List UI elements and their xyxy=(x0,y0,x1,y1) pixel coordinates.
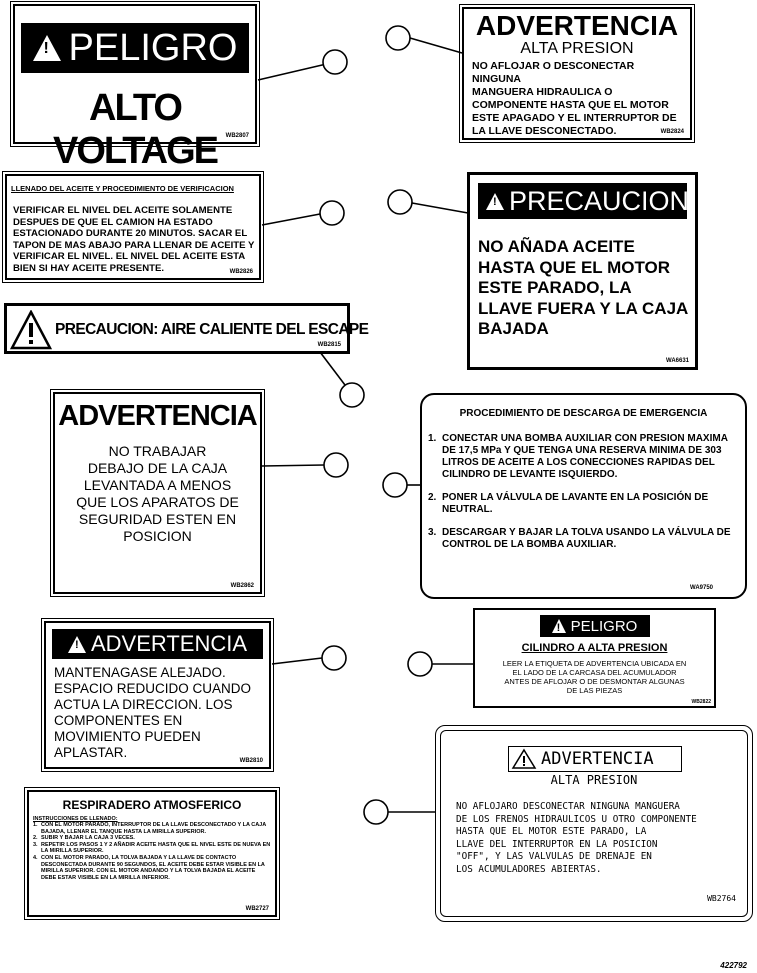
body xyxy=(470,219,695,340)
body-line: LEVANTADA A MENOS xyxy=(83,477,232,493)
step-text: CON EL MOTOR PARADO, INTERRUPTOR DE LA LLAVE DESCONECTADO Y LA CAJA BAJADA, LLENAR EL TANQUE HASTA LA MIRILLA SUPERIOR. xyxy=(41,822,267,835)
body-line: LEER LA ETIQUETA DE ADVERTENCIA UBICADA EN xyxy=(502,659,687,668)
step-number: 3. xyxy=(33,841,38,848)
body-line: TAPON DE MAS ABAJO PARA LLENAR DE ACEITE Y xyxy=(13,239,255,251)
body-line: MOVIMIENTO PUEDEN xyxy=(54,729,201,744)
decal-peligro-alto-voltage xyxy=(13,4,257,172)
body xyxy=(7,193,259,274)
header-text: ADVERTENCIA xyxy=(90,631,248,656)
header-text: PRECAUCION xyxy=(509,185,690,216)
decal-advertencia-alta-presion xyxy=(462,7,692,140)
step-text: REPETIR LOS PASOS 1 Y 2 AÑADIR ACEITE HASTA QUE EL NIVEL ESTE DE NUEVA EN LA MIRILLA SUPERIOR. xyxy=(41,841,271,855)
body xyxy=(55,433,260,545)
decal-llenado-aceite xyxy=(5,174,261,280)
body-line: APLASTAR. xyxy=(54,745,128,760)
step-number: 2. xyxy=(428,492,437,503)
header-bar xyxy=(21,23,249,73)
step-number: 4. xyxy=(33,854,38,861)
steps-list xyxy=(29,822,275,881)
part-code: WB2727 xyxy=(245,906,269,912)
body-line: DEBAJO DE LA CAJA xyxy=(87,460,228,476)
part-code: WB2810 xyxy=(239,758,263,764)
header-bar xyxy=(540,615,650,637)
body-line: ESTE APAGADO Y EL INTERRUPTOR DE xyxy=(472,112,677,124)
part-code: WB2822 xyxy=(691,699,711,705)
body-line: NO AFLOJAR O DESCONECTAR NINGUNA xyxy=(472,60,635,85)
step xyxy=(33,835,271,842)
step-text: CON EL MOTOR PARADO, LA TOLVA BAJADA Y LA LLAVE DE CONTACTO DESCONECTADA DURANTE 90 SEGUNDOS, EL ACEITE DEBE ESTAR VISIBLE EN LA MIRILLA SUPERIOR. CON EL MOTOR ANDANDO Y LA TOLVA BAJADA EL ACEITE DEBE ESTAR VISIBLE EN LA MIRILLA INFERIOR. xyxy=(41,854,265,881)
body-line: POSICION xyxy=(123,528,192,544)
steps-list xyxy=(422,419,745,551)
warning-triangle-icon xyxy=(10,310,52,350)
header-text: PROCEDIMIENTO DE DESCARGA DE EMERGENCIA xyxy=(459,408,708,419)
decal-advertencia-caja xyxy=(53,392,262,594)
body-line: MANTENAGASE ALEJADO. xyxy=(54,665,226,680)
warning-triangle-icon xyxy=(486,193,504,210)
part-code: WA6631 xyxy=(665,358,689,364)
header-bar xyxy=(52,629,263,659)
callout-circle xyxy=(388,190,412,214)
body-line: MANGUERA HIDRAULICA O xyxy=(472,86,613,98)
body-line: EL LADO DE LA CARCASA DEL ACUMULADOR xyxy=(512,668,677,677)
step xyxy=(33,855,271,881)
callout-circle xyxy=(324,453,348,477)
header-text: RESPIRADERO ATMOSFERICO xyxy=(62,798,242,812)
body-line: NO AÑADA ACEITE xyxy=(478,237,635,256)
header-text: ADVERTENCIA xyxy=(475,10,679,41)
step-text: SUBIR Y BAJAR LA CAJA 3 VECES. xyxy=(41,835,135,842)
decal-advertencia-direccion xyxy=(44,621,271,769)
figure-id: 422792 xyxy=(720,961,747,970)
body xyxy=(46,659,269,761)
part-code: WB2826 xyxy=(229,269,253,275)
step-number: 1. xyxy=(33,822,38,828)
callout-circle xyxy=(323,50,347,74)
part-code: WB2764 xyxy=(707,894,736,903)
subheader-text: INSTRUCCIONES DE LLENADO: xyxy=(33,816,118,822)
header-text: PELIGRO xyxy=(570,617,638,635)
body-line: SEGURIDAD ESTEN EN xyxy=(78,511,237,527)
part-code: WB2807 xyxy=(225,133,249,139)
decal-descarga-emergencia xyxy=(420,393,747,599)
body-line: ANTES DE AFLOJAR O DE DESMONTAR ALGUNAS xyxy=(504,677,685,686)
callout-circle xyxy=(320,201,344,225)
body-line: "OFF", Y LAS VALVULAS DE DRENAJE EN xyxy=(456,851,652,862)
body-line: ESTACIONADO DURANTE 20 MINUTOS. SACAR EL xyxy=(13,228,248,239)
header-text: ADVERTENCIA xyxy=(541,749,654,769)
decal-peligro-cilindro xyxy=(473,608,716,708)
body-text: ALTO VOLTAGE xyxy=(52,87,218,172)
step xyxy=(428,433,739,481)
body xyxy=(456,801,697,876)
warning-triangle-icon xyxy=(552,619,566,633)
part-code: WB2824 xyxy=(660,129,684,135)
callout-circle xyxy=(408,652,432,676)
part-code: WB2862 xyxy=(230,583,254,589)
decal-respiradero-atmosferico xyxy=(27,790,277,917)
body-line: QUE LOS APARATOS DE xyxy=(76,494,239,510)
body-line: DE LAS PIEZAS xyxy=(566,686,623,695)
subheader-text: ALTA PRESION xyxy=(520,40,634,57)
body-line: BAJADA xyxy=(478,319,549,338)
body xyxy=(464,57,690,141)
callout-circle xyxy=(386,26,410,50)
header-text: PELIGRO xyxy=(68,26,238,69)
part-code: WA9750 xyxy=(689,585,713,591)
body-line: LA LLAVE DESCONECTADO. xyxy=(472,125,617,137)
subheader-text: CILINDRO A ALTA PRESION xyxy=(521,642,668,654)
body-line: HASTA QUE EL MOTOR ESTE PARADO, LA xyxy=(456,826,647,837)
body-line: ESTE PARADO, LA xyxy=(478,278,632,297)
warning-triangle-icon xyxy=(68,636,86,653)
header-bar xyxy=(478,183,690,219)
decal-advertencia-frenos xyxy=(435,725,753,922)
body-line: NO AFLOJARO DESCONECTAR NINGUNA MANGUERA xyxy=(456,801,680,812)
part-code: WB2815 xyxy=(317,342,341,348)
header-box xyxy=(508,746,682,772)
body-line: HASTA QUE EL MOTOR xyxy=(478,257,671,277)
decal-precaucion-aceite xyxy=(467,172,698,370)
step xyxy=(428,492,739,516)
subheader-text: ALTA PRESION xyxy=(550,773,638,787)
step-number: 3. xyxy=(428,527,437,538)
body-line: BIEN SI HAY ACEITE PRESENTE. xyxy=(13,262,165,274)
decal-precaucion-escape xyxy=(4,303,369,354)
body-line: DE LOS FRENOS HIDRAULICOS U OTRO COMPONENTE xyxy=(456,813,697,825)
warning-triangle-icon xyxy=(511,748,537,770)
body xyxy=(475,659,714,695)
body-line: ESPACIO REDUCIDO CUANDO xyxy=(54,681,252,696)
body-line: LLAVE DEL INTERRUPTOR EN LA POSICION xyxy=(456,838,658,850)
body-line: VERIFICAR EL NIVEL. EL NIVEL DEL ACEITE ESTA xyxy=(13,251,246,262)
header-text: ADVERTENCIA xyxy=(58,400,257,432)
body-line: DESPUES DE QUE EL CAMION HA ESTADO xyxy=(13,216,213,228)
header-text: LLENADO DEL ACEITE Y PROCEDIMIENTO DE VERIFICACION xyxy=(11,184,234,193)
body-text: PRECAUCION: AIRE CALIENTE DEL ESCAPE xyxy=(55,321,369,338)
body-line: NO TRABAJAR xyxy=(108,443,207,459)
body-line: ACTUA LA DIRECCION. LOS xyxy=(54,697,233,712)
step-number: 2. xyxy=(33,835,38,842)
callout-circle xyxy=(383,473,407,497)
callout-circle xyxy=(364,800,388,824)
step-text: CONECTAR UNA BOMBA AUXILIAR CON PRESION MAXIMA DE 17,5 MPa Y QUE TENGA UNA RESERVA MINIMA DE 303 LITROS DE ACEITE A LOS CONECCIONES RAPIDAS DEL CILINDRO DE LEVANTE ISQUIERDO. xyxy=(442,433,728,480)
step-number: 1. xyxy=(428,433,437,444)
body-line: COMPONENTE HASTA QUE EL MOTOR xyxy=(472,99,669,111)
step xyxy=(428,527,739,551)
body-line: VERIFICAR EL NIVEL DEL ACEITE SOLAMENTE xyxy=(13,205,233,216)
step xyxy=(33,822,271,835)
body-line: LOS ACUMULADORES ABIERTAS. xyxy=(456,863,602,875)
step-text: PONER LA VÁLVULA DE LAVANTE EN LA POSICIÓN DE NEUTRAL. xyxy=(442,492,709,515)
warning-triangle-icon xyxy=(33,35,61,61)
step-text: DESCARGAR Y BAJAR LA TOLVA USANDO LA VÁLVULA DE CONTROL DE LA BOMBA AUXILIAR. xyxy=(442,527,731,550)
callout-circle xyxy=(322,646,346,670)
body-line: LLAVE FUERA Y LA CAJA xyxy=(478,298,689,318)
step xyxy=(33,842,271,855)
body-line: COMPONENTES EN xyxy=(54,713,183,728)
callout-circle xyxy=(340,383,364,407)
